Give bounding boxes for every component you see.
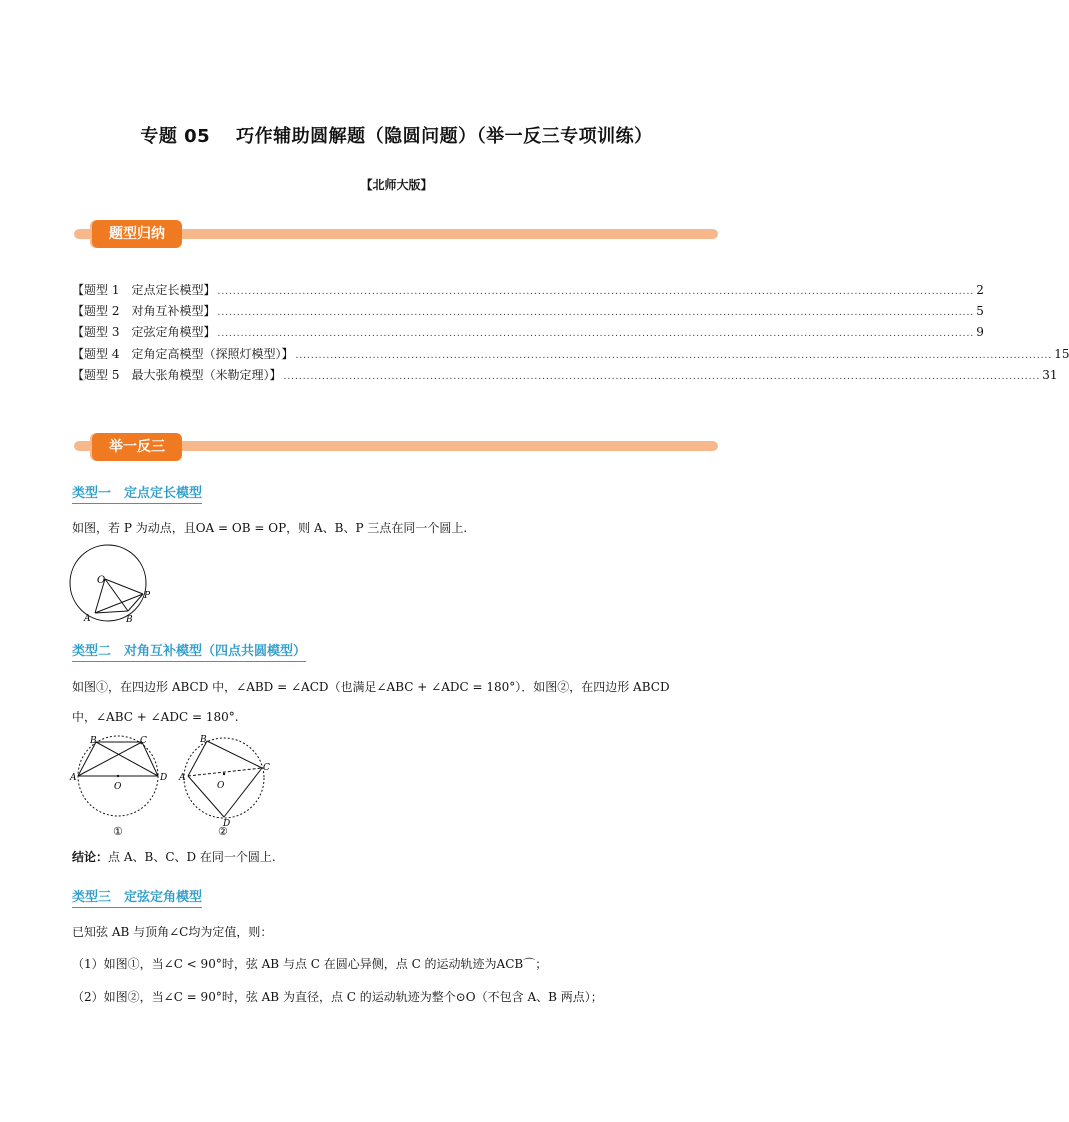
fig2-d-label: D — [223, 819, 231, 829]
point-p-label: P — [144, 591, 151, 601]
cyclic-quad-figure-2 — [176, 733, 276, 841]
section-heading: 类型二 对角互补模型（四点共圆模型） — [72, 640, 306, 662]
fixed-point-circle-diagram — [68, 543, 152, 625]
fig1-a-label: A — [70, 773, 77, 783]
point-b-label: B — [126, 615, 133, 625]
section-heading: 类型一 定点定长模型 — [72, 482, 202, 504]
toc-item-label: 【题型 5 最大张角模型（米勒定理）】 — [72, 368, 282, 382]
section2-line2: 中，∠ABC + ∠ADC = 180°. — [72, 710, 239, 724]
fig1-o-label: O — [114, 782, 122, 792]
fig1-c-label: C — [140, 736, 147, 746]
toc-item[interactable] — [72, 302, 984, 322]
toc-item-label: 【题型 3 定弦定角模型】 — [72, 325, 216, 339]
section1-text: 如图，若 P 为动点，且OA = OB = OP，则 A、B、P 三点在同一个圆上. — [72, 521, 468, 535]
fig1-caption: ① — [113, 825, 123, 838]
toc-leader: .................................................................................................................................................................................................... — [295, 351, 1053, 361]
point-o-label: O — [97, 575, 106, 586]
fig2-o-label: O — [217, 781, 225, 791]
practice-banner-tag: 举一反三 — [92, 433, 182, 461]
toc-item[interactable] — [72, 366, 1058, 386]
section3-intro: 已知弦 AB 与顶角∠C均为定值，则： — [72, 925, 273, 939]
section3-item2: （2）如图②，当∠C = 90°时，弦 AB 为直径，点 C 的运动轨迹为整个⊙O（不包含 A、B 两点）； — [72, 990, 603, 1004]
toc-leader: .................................................................................................................................................................................................... — [217, 287, 975, 297]
toc-leader: .................................................................................................................................................................................................... — [283, 372, 1041, 382]
toc-item-label: 【题型 2 对角互补模型】 — [72, 304, 216, 318]
toc-item[interactable] — [72, 345, 1069, 365]
fig2-a-label: A — [179, 773, 186, 783]
conclusion-text: 点 A、B、C、D 在同一个圆上. — [108, 850, 276, 864]
toc-item-page: 31 — [1042, 368, 1058, 382]
edition-label: 【北师大版】 — [360, 178, 433, 192]
page-title — [0, 122, 793, 148]
point-a-label: A — [84, 614, 91, 624]
section-heading: 类型三 定弦定角模型 — [72, 886, 202, 908]
toc-leader: .................................................................................................................................................................................................... — [217, 308, 975, 318]
fig2-c-label: C — [263, 763, 270, 773]
toc-item[interactable] — [72, 323, 984, 343]
section3-item1: （1）如图①，当∠C < 90°时，弦 AB 与点 C 在圆心异侧，点 C 的运动轨迹为ACB⌒； — [72, 957, 548, 971]
title-text: 巧作辅助圆解题（隐圆问题）（举一反三专项训练） — [236, 126, 653, 147]
fig2-b-label: B — [200, 735, 207, 745]
toc-item[interactable] — [72, 281, 984, 301]
toc-item-label: 【题型 1 定点定长模型】 — [72, 283, 216, 297]
toc-item-page: 9 — [976, 325, 984, 339]
title-number: 专题 05 — [140, 126, 211, 147]
toc-item-page: 15 — [1054, 347, 1069, 361]
toc-banner-tag: 题型归纳 — [92, 220, 182, 248]
cyclic-quad-figure-1 — [68, 733, 173, 841]
fig1-d-label: D — [160, 773, 168, 783]
conclusion — [72, 847, 732, 867]
toc-item-page: 2 — [976, 283, 984, 297]
toc-item-label: 【题型 4 定角定高模型（探照灯模型）】 — [72, 347, 294, 361]
section2-line1: 如图①，在四边形 ABCD 中，∠ABD = ∠ACD（也满足∠ABC + ∠ADC = 180°）．如图②，在四边形 ABCD — [72, 680, 670, 694]
conclusion-label: 结论： — [72, 850, 109, 864]
toc-leader: .................................................................................................................................................................................................... — [217, 329, 975, 339]
fig1-b-label: B — [90, 736, 97, 746]
toc-item-page: 5 — [976, 304, 984, 318]
fig2-caption: ② — [218, 825, 228, 838]
